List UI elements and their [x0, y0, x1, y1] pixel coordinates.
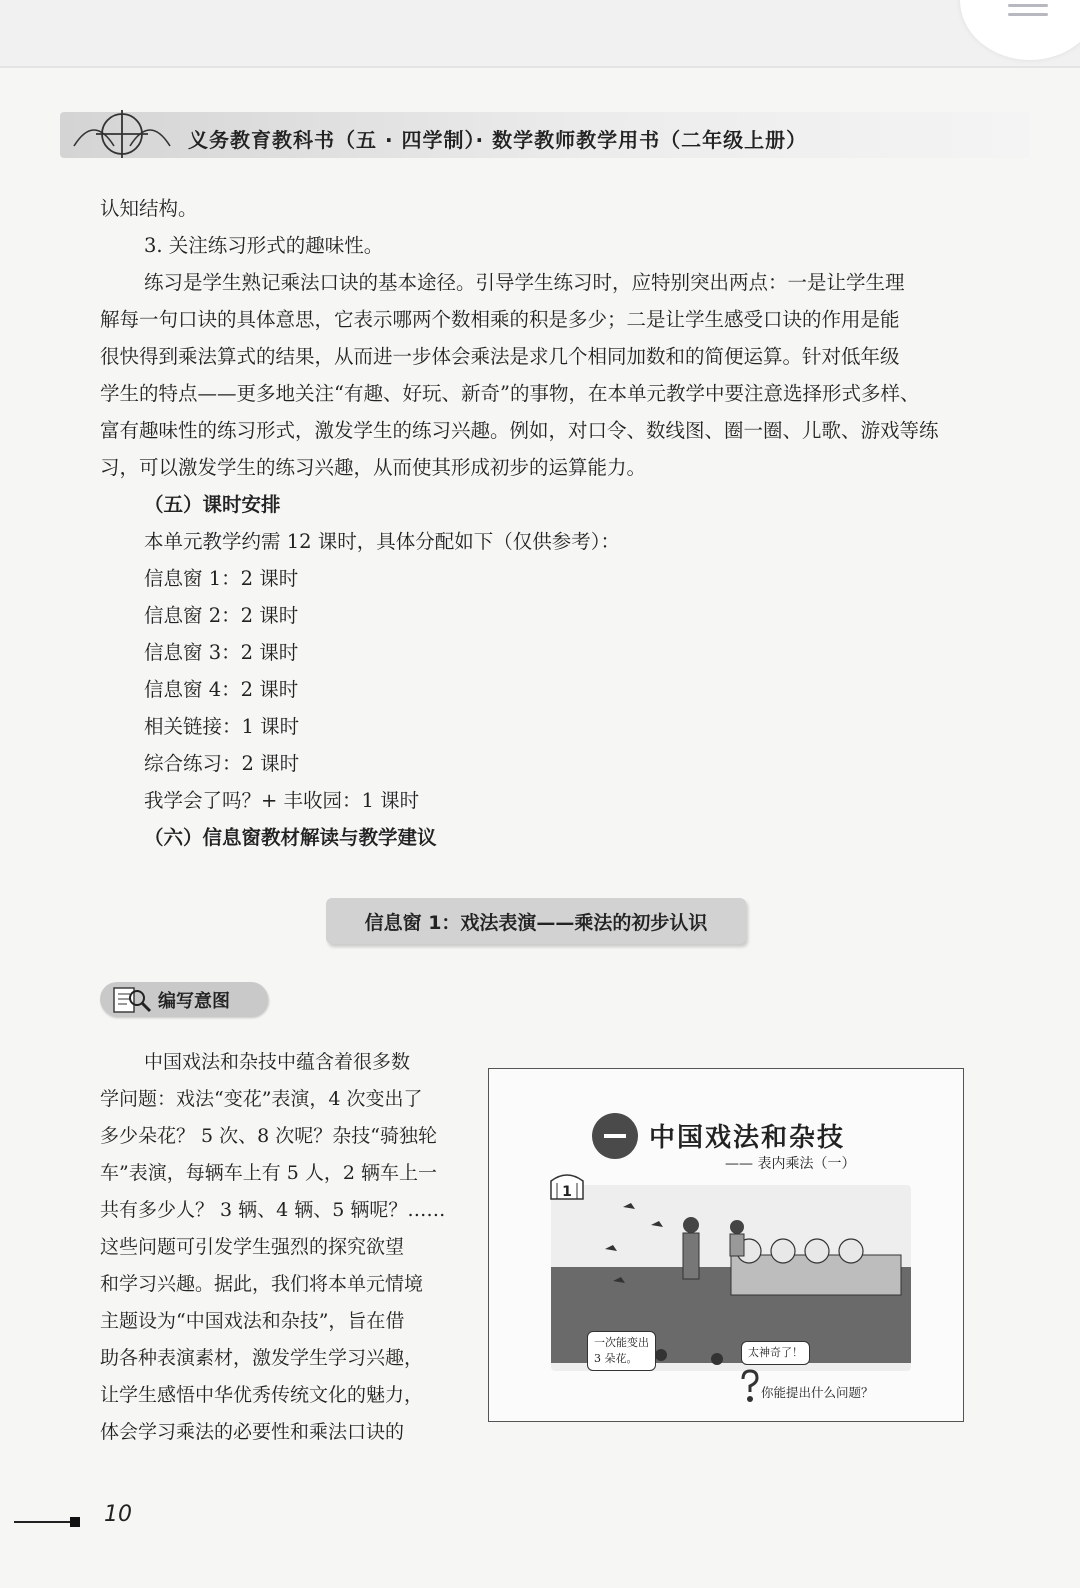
textbook-figure — [488, 1068, 964, 1422]
body-text — [100, 190, 970, 856]
speech-bubble-amazing: 太神奇了！ — [741, 1341, 810, 1365]
footer-marker — [70, 1517, 80, 1527]
schedule-item: 综合练习：2 课时 — [144, 752, 300, 775]
intent-line: 这些问题可引发学生强烈的探究欲望 — [100, 1236, 405, 1258]
intent-line: 中国戏法和杂技中蕴含着很多数 — [144, 1051, 411, 1073]
speech-bubble-flowers — [587, 1331, 656, 1371]
window-number-text: 1 — [562, 1184, 572, 1200]
info-window-title: 信息窗 1：戏法表演——乘法的初步认识 — [326, 898, 746, 944]
magnifier-document-icon — [110, 984, 154, 1014]
schedule-item: 信息窗 1：2 课时 — [144, 567, 299, 590]
intent-line: 车”表演，每辆车上有 5 人，2 辆车上一 — [100, 1162, 438, 1184]
section-6-heading: （六）信息窗教材解读与教学建议 — [144, 826, 437, 849]
schedule-item: 信息窗 3：2 课时 — [144, 641, 299, 664]
schedule-item: 信息窗 4：2 课时 — [144, 678, 299, 701]
compass-arcs-logo — [72, 106, 172, 162]
intent-line: 共有多少人？ 3 辆、4 辆、5 辆呢？…… — [100, 1199, 446, 1221]
question-mark-icon — [739, 1369, 761, 1405]
bubble-line: 3 朵花。 — [594, 1352, 638, 1365]
figure-title: 中国戏法和杂技 — [649, 1123, 846, 1153]
writing-intent-text: 编写意图 — [158, 991, 230, 1012]
intent-line: 学问题：戏法“变花”表演，4 次变出了 — [100, 1088, 423, 1110]
bubble-line: 一次能变出 — [594, 1336, 649, 1349]
body-line: 富有趣味性的练习形式，激发学生的练习兴趣。例如，对口令、数线图、圈一圈、儿歌、游戏等练 — [100, 419, 939, 442]
body-line: 解每一句口诀的具体意思，它表示哪两个数相乘的积是多少；二是让学生感受口诀的作用是能 — [100, 308, 900, 331]
schedule-item: 相关链接：1 课时 — [144, 715, 300, 738]
unit-one-badge-icon — [592, 1113, 638, 1159]
figure-subtitle: —— 表内乘法（一） — [725, 1156, 856, 1172]
schedule-item: 信息窗 2：2 课时 — [144, 604, 299, 627]
intent-line: 让学生感悟中华优秀传统文化的魅力， — [100, 1384, 424, 1406]
point-heading: 3. 关注练习形式的趣味性。 — [144, 234, 384, 257]
section-5-heading: （五）课时安排 — [144, 493, 281, 516]
intent-line: 和学习兴趣。据此，我们将本单元情境 — [100, 1273, 424, 1295]
running-header-title: 义务教育教科书（五 · 四学制）· 数学教师教学用书（二年级上册） — [188, 128, 808, 152]
intent-paragraph — [100, 1044, 465, 1451]
menu-icon[interactable] — [1008, 4, 1048, 18]
intent-line: 多少朵花？ 5 次、8 次呢？杂技“骑独轮 — [100, 1125, 438, 1147]
window-number-badge — [549, 1173, 585, 1201]
section-5-intro: 本单元教学约需 12 课时，具体分配如下（仅供参考）： — [144, 530, 620, 553]
body-line: 认知结构。 — [100, 197, 198, 220]
figure-question: 你能提出什么问题？ — [761, 1385, 874, 1400]
body-line: 很快得到乘法算式的结果，从而进一步体会乘法是求几个相同加数和的简便运算。针对低年级 — [100, 345, 900, 368]
intent-line: 助各种表演素材，激发学生学习兴趣， — [100, 1347, 424, 1369]
body-line: 练习是学生熟记乘法口诀的基本途径。引导学生练习时，应特别突出两点：一是让学生理 — [144, 271, 905, 294]
intent-line: 主题设为“中国戏法和杂技”，旨在借 — [100, 1310, 405, 1332]
body-line: 学生的特点——更多地关注“有趣、好玩、新奇”的事物，在本单元教学中要注意选择形式多样、 — [100, 382, 920, 405]
app-top-bar — [0, 0, 1080, 68]
schedule-item: 我学会了吗？+ 丰收园：1 课时 — [144, 789, 420, 812]
body-line: 习，可以激发学生的练习兴趣，从而使其形成初步的运算能力。 — [100, 456, 647, 479]
intent-line: 体会学习乘法的必要性和乘法口诀的 — [100, 1421, 405, 1443]
writing-intent-label — [100, 982, 268, 1016]
page-number: 10 — [104, 1502, 132, 1527]
